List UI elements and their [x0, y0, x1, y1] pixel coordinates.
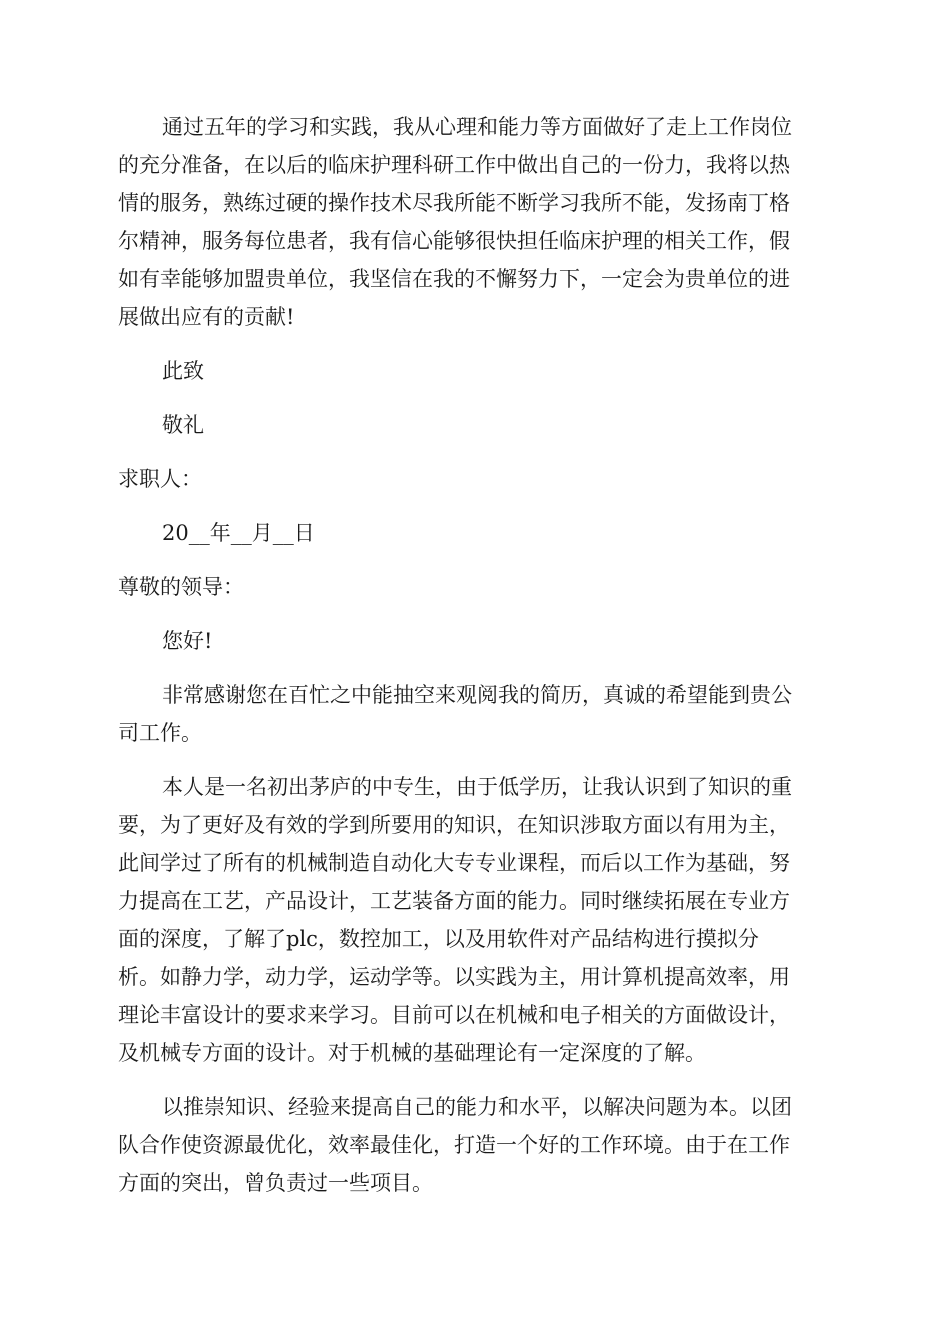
closing-line: 敬礼: [162, 413, 204, 437]
text-line: 要，为了更好及有效的学到所要用的知识，在知识涉取方面以有用为主，: [118, 813, 790, 837]
text-line: 以推崇知识、经验来提高自己的能力和水平，以解决问题为本。以团: [162, 1095, 792, 1119]
date-block: [118, 514, 834, 552]
text-line: 力提高在工艺，产品设计，工艺装备方面的能力。同时继续拓展在专业方: [118, 889, 790, 913]
greeting-block: [118, 622, 834, 660]
text-line: 情的服务，熟练过硬的操作技术尽我所能不断学习我所不能，发扬南丁格: [118, 191, 790, 215]
text-line: 理论丰富设计的要求来学习。目前可以在机械和电子相关的方面做设计，: [118, 1003, 790, 1027]
document-page: [118, 108, 834, 1218]
salutation-block: [118, 568, 834, 606]
text-line: 方面的突出，曾负责过一些项目。: [118, 1171, 433, 1195]
closing-line: 此致: [162, 359, 204, 383]
greeting: 您好!: [162, 629, 213, 653]
text-line: 尔精神，服务每位患者，我有信心能够很快担任临床护理的相关工作，假: [118, 229, 790, 253]
text-line: 本人是一名初出茅庐的中专生，由于低学历，让我认识到了知识的重: [162, 775, 792, 799]
applicant-label: 求职人：: [118, 467, 202, 491]
date-line: 20__年__月__日: [162, 521, 315, 545]
text-line: 的充分准备，在以后的临床护理科研工作中做出自己的一份力，我将以热: [118, 153, 790, 177]
text-line: 面的深度，了解了plc，数控加工，以及用软件对产品结构进行摸拟分: [118, 927, 759, 951]
closing-regards: [118, 406, 834, 444]
text-line: 析。如静力学，动力学，运动学等。以实践为主，用计算机提高效率，用: [118, 965, 790, 989]
text-line: 非常感谢您在百忙之中能抽空来观阅我的简历，真诚的希望能到贵公: [162, 683, 792, 707]
text-line: 展做出应有的贡献!: [118, 305, 295, 329]
text-line: 及机械专方面的设计。对于机械的基础理论有一定深度的了解。: [118, 1041, 706, 1065]
paragraph-thanks: [118, 676, 834, 752]
text-line: 如有幸能够加盟贵单位，我坚信在我的不懈努力下，一定会为贵单位的进: [118, 267, 790, 291]
text-line: 通过五年的学习和实践，我从心理和能力等方面做好了走上工作岗位: [162, 115, 792, 139]
text-line: 队合作使资源最优化，效率最佳化，打造一个好的工作环境。由于在工作: [118, 1133, 790, 1157]
closing-salute: [118, 352, 834, 390]
salutation: 尊敬的领导：: [118, 575, 244, 599]
paragraph-values: [118, 1088, 834, 1202]
paragraph-background: [118, 768, 834, 1072]
text-line: 此间学过了所有的机械制造自动化大专专业课程，而后以工作为基础，努: [118, 851, 790, 875]
text-line: 司工作。: [118, 721, 202, 745]
applicant-signature: [118, 460, 834, 498]
paragraph-commitment: [118, 108, 834, 336]
